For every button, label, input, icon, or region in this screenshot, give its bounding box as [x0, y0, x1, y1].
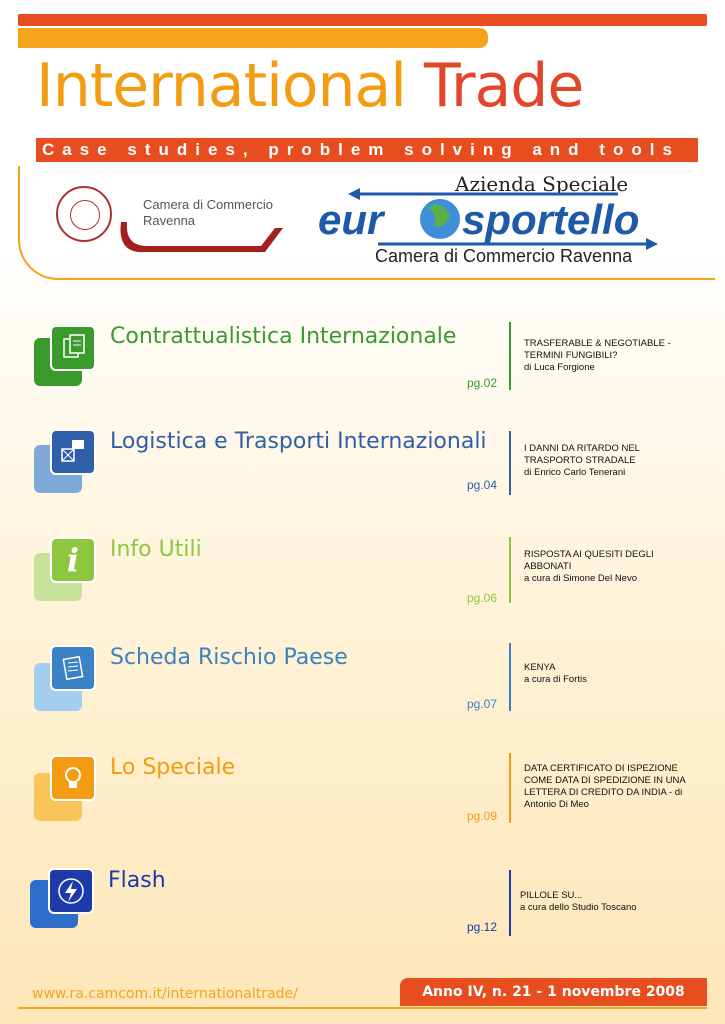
page-title [36, 50, 583, 122]
page-number: pg.12 [466, 920, 497, 934]
description-title: RISPOSTA AI QUESITI DEGLI ABBONATI [524, 549, 654, 572]
azienda-speciale-label: Azienda Speciale [455, 172, 629, 196]
section-title: Scheda Rischio Paese [110, 645, 348, 670]
section-title: Logistica e Trasporti Internazionali [110, 429, 487, 454]
section-divider [509, 753, 511, 823]
section-description [524, 549, 694, 585]
description-title: DATA CERTIFICATO DI ISPEZIONE COME DATA DI SPEDIZIONE IN UNA LETTERA DI CREDITO DA INDIA [524, 763, 686, 798]
website-link[interactable]: www.ra.camcom.it/internationaltrade/ [32, 986, 298, 1002]
section-divider [509, 537, 511, 603]
title-part1: International [36, 51, 406, 121]
description-title: TRASFERABLE & NEGOTIABLE - TERMINI FUNGIBILI? [524, 338, 671, 361]
logistics-icon [50, 429, 96, 475]
section-title: Lo Speciale [110, 755, 236, 780]
description-author: - di Antonio Di Meo [524, 787, 683, 810]
page-number: pg.04 [466, 478, 497, 492]
title-part2: Trade [424, 51, 584, 121]
description-author: a cura di Simone Del Nevo [524, 573, 637, 584]
description-author: di Enrico Carlo Tenerani [524, 467, 626, 478]
euro-text-part2: sportello [462, 196, 640, 243]
section-description [524, 443, 694, 479]
issue-label: Anno IV, n. 21 - 1 novembre 2008 [400, 978, 707, 1006]
description-author: a cura dello Studio Toscano [520, 902, 637, 913]
section-divider [509, 322, 511, 390]
section-description [524, 662, 694, 686]
page-number: pg.09 [466, 809, 497, 823]
camera-swoosh-icon [115, 218, 285, 258]
lightbulb-icon [50, 755, 96, 801]
description-author: a cura di Fortis [524, 674, 587, 685]
euro-text-part1: eur [318, 196, 384, 243]
section-title: Contrattualistica Internazionale [110, 324, 457, 349]
description-author: di Luca Forgione [524, 362, 595, 373]
section-divider [509, 870, 511, 936]
description-title: KENYA [524, 662, 556, 673]
description-title: PILLOLE SU... [520, 890, 583, 901]
section-divider [509, 643, 511, 711]
description-title: I DANNI DA RITARDO NEL TRASPORTO STRADALE [524, 443, 640, 466]
camera-line2: Ravenna [143, 213, 196, 228]
info-icon: i [50, 537, 96, 583]
documents-icon [50, 325, 96, 371]
page-number: pg.06 [466, 591, 497, 605]
report-icon [50, 645, 96, 691]
top-orange-band [18, 28, 488, 48]
section-description [524, 763, 694, 811]
lightning-icon [48, 868, 94, 914]
ravenna-seal-icon [56, 186, 112, 242]
footer-line [18, 1007, 707, 1009]
page-number: pg.07 [466, 697, 497, 711]
eurosportello-subtitle: Camera di Commercio Ravenna [375, 246, 633, 266]
page-number: pg.02 [466, 376, 497, 390]
section-title: Flash [108, 868, 166, 893]
section-divider [509, 431, 511, 495]
camera-line1: Camera di Commercio [143, 197, 274, 212]
section-description [520, 890, 690, 914]
section-title: Info Utili [110, 537, 202, 562]
subtitle-band: Case studies, problem solving and tools [36, 138, 698, 162]
top-red-band [18, 14, 707, 26]
section-description [524, 338, 694, 374]
